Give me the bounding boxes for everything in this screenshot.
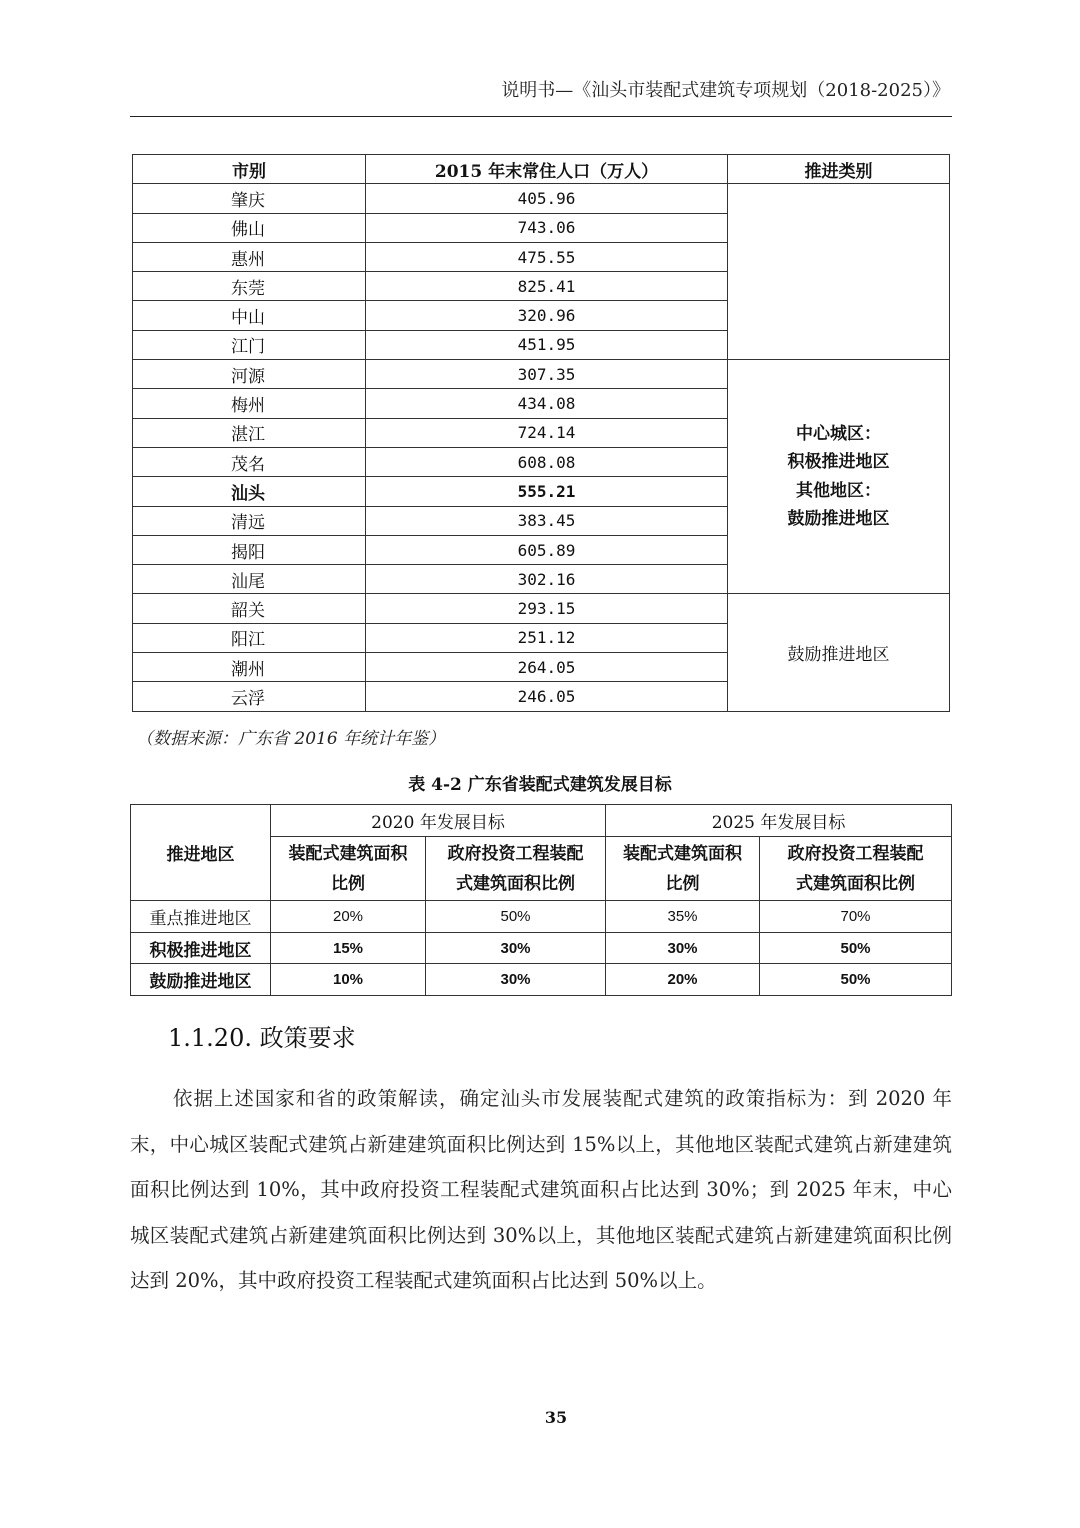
value-cell: 10% xyxy=(271,964,426,996)
table-caption: 表 4-2 广东省装配式建筑发展目标 xyxy=(408,775,672,795)
table-row xyxy=(133,594,950,623)
population-cell: 264.05 xyxy=(366,653,728,682)
population-cell: 608.08 xyxy=(366,447,728,476)
population-cell: 434.08 xyxy=(366,389,728,418)
sub-header-line: 装配式建筑面积 xyxy=(288,843,408,864)
city-cell: 肇庆 xyxy=(133,184,366,213)
sub-header-line: 装配式建筑面积 xyxy=(623,843,743,864)
table-row xyxy=(133,184,950,213)
sub-header-gov-ratio-2025 xyxy=(760,837,952,901)
table-row xyxy=(131,964,952,996)
sub-header-area-ratio-2025 xyxy=(606,837,760,901)
population-cell: 320.96 xyxy=(366,301,728,330)
sub-header-line: 比例 xyxy=(331,873,365,894)
city-cell: 中山 xyxy=(133,301,366,330)
population-cell: 555.21 xyxy=(366,477,728,506)
value-cell: 70% xyxy=(760,901,952,933)
category-line: 鼓励推进地区 xyxy=(787,509,890,530)
city-cell: 茂名 xyxy=(133,447,366,476)
population-cell: 405.96 xyxy=(366,184,728,213)
city-cell: 江门 xyxy=(133,330,366,359)
city-cell: 潮州 xyxy=(133,653,366,682)
population-table xyxy=(132,154,950,712)
city-cell: 佛山 xyxy=(133,213,366,242)
sub-header-line: 式建筑面积比例 xyxy=(456,873,575,894)
sub-header-gov-ratio-2020 xyxy=(426,837,606,901)
value-cell: 50% xyxy=(760,964,952,996)
city-cell: 云浮 xyxy=(133,682,366,711)
population-cell: 605.89 xyxy=(366,535,728,564)
sub-header-line: 政府投资工程装配 xyxy=(787,843,924,864)
city-cell: 韶关 xyxy=(133,594,366,623)
city-cell: 阳江 xyxy=(133,623,366,652)
city-cell: 汕头 xyxy=(133,477,366,506)
category-line: 积极推进地区 xyxy=(787,452,890,473)
category-line: 其他地区： xyxy=(796,480,881,501)
value-cell: 30% xyxy=(606,933,760,964)
year2020-header: 2020 年发展目标 xyxy=(271,805,606,837)
city-cell: 汕尾 xyxy=(133,565,366,594)
policy-paragraph: 依据上述国家和省的政策解读，确定汕头市发展装配式建筑的政策指标为：到 2020 年末，中心城区装配式建筑占新建建筑面积比例达到 15%以上，其他地区装配式建筑占新建建筑面积比例达到 10%，其中政府投资工程装配式建筑面积占比达到 30%；到 2025 年末，中心城区装配式建筑占新建建筑面积比例达到 30%以上，其他地区装配式建筑占新建建筑面积比例达到 20%，其中政府投资工程装配式建筑面积占比达到 50%以上。 xyxy=(130,1087,952,1292)
population-cell: 825.41 xyxy=(366,272,728,301)
population-cell: 475.55 xyxy=(366,242,728,271)
region-cell: 鼓励推进地区 xyxy=(131,964,271,996)
city-cell: 揭阳 xyxy=(133,535,366,564)
population-cell: 743.06 xyxy=(366,213,728,242)
page-header-title: 说明书—《汕头市装配式建筑专项规划（2018-2025）》 xyxy=(501,80,950,101)
sub-header-line: 政府投资工程装配 xyxy=(447,843,584,864)
col-header-population: 2015 年末常住人口（万人） xyxy=(366,155,728,184)
category-cell-group3: 鼓励推进地区 xyxy=(728,594,950,711)
population-cell: 251.12 xyxy=(366,623,728,652)
value-cell: 30% xyxy=(426,933,606,964)
population-cell: 724.14 xyxy=(366,418,728,447)
population-cell: 307.35 xyxy=(366,360,728,389)
city-cell: 湛江 xyxy=(133,418,366,447)
category-cell-group1 xyxy=(728,184,950,360)
value-cell: 20% xyxy=(271,901,426,933)
category-cell-group2 xyxy=(728,360,950,594)
year2025-header: 2025 年发展目标 xyxy=(606,805,952,837)
city-cell: 清远 xyxy=(133,506,366,535)
region-header: 推进地区 xyxy=(131,805,271,901)
city-cell: 惠州 xyxy=(133,242,366,271)
table-header-row xyxy=(133,155,950,184)
data-source-note: （数据来源：广东省 2016 年统计年鉴） xyxy=(136,729,446,749)
header-rule xyxy=(130,116,952,117)
value-cell: 50% xyxy=(426,901,606,933)
value-cell: 50% xyxy=(760,933,952,964)
value-cell: 20% xyxy=(606,964,760,996)
region-cell: 重点推进地区 xyxy=(131,901,271,933)
sub-header-line: 比例 xyxy=(665,873,700,894)
population-cell: 246.05 xyxy=(366,682,728,711)
population-cell: 293.15 xyxy=(366,594,728,623)
city-cell: 东莞 xyxy=(133,272,366,301)
table-row xyxy=(133,360,950,389)
region-cell: 积极推进地区 xyxy=(131,933,271,964)
value-cell: 35% xyxy=(606,901,760,933)
col-header-category: 推进类别 xyxy=(728,155,950,184)
targets-table xyxy=(130,804,952,996)
section-heading: 1.1.20. 政策要求 xyxy=(168,1024,356,1052)
year-header-row xyxy=(131,805,952,837)
population-cell: 451.95 xyxy=(366,330,728,359)
population-cell: 383.45 xyxy=(366,506,728,535)
page-number: 35 xyxy=(544,1408,568,1427)
city-cell: 河源 xyxy=(133,360,366,389)
sub-header-line: 式建筑面积比例 xyxy=(796,873,916,894)
value-cell: 15% xyxy=(271,933,426,964)
value-cell: 30% xyxy=(426,964,606,996)
col-header-city: 市别 xyxy=(133,155,366,184)
population-cell: 302.16 xyxy=(366,565,728,594)
table-row xyxy=(131,933,952,964)
city-cell: 梅州 xyxy=(133,389,366,418)
sub-header-area-ratio-2020 xyxy=(271,837,426,901)
table-row xyxy=(131,901,952,933)
category-line: 中心城区： xyxy=(796,423,881,444)
